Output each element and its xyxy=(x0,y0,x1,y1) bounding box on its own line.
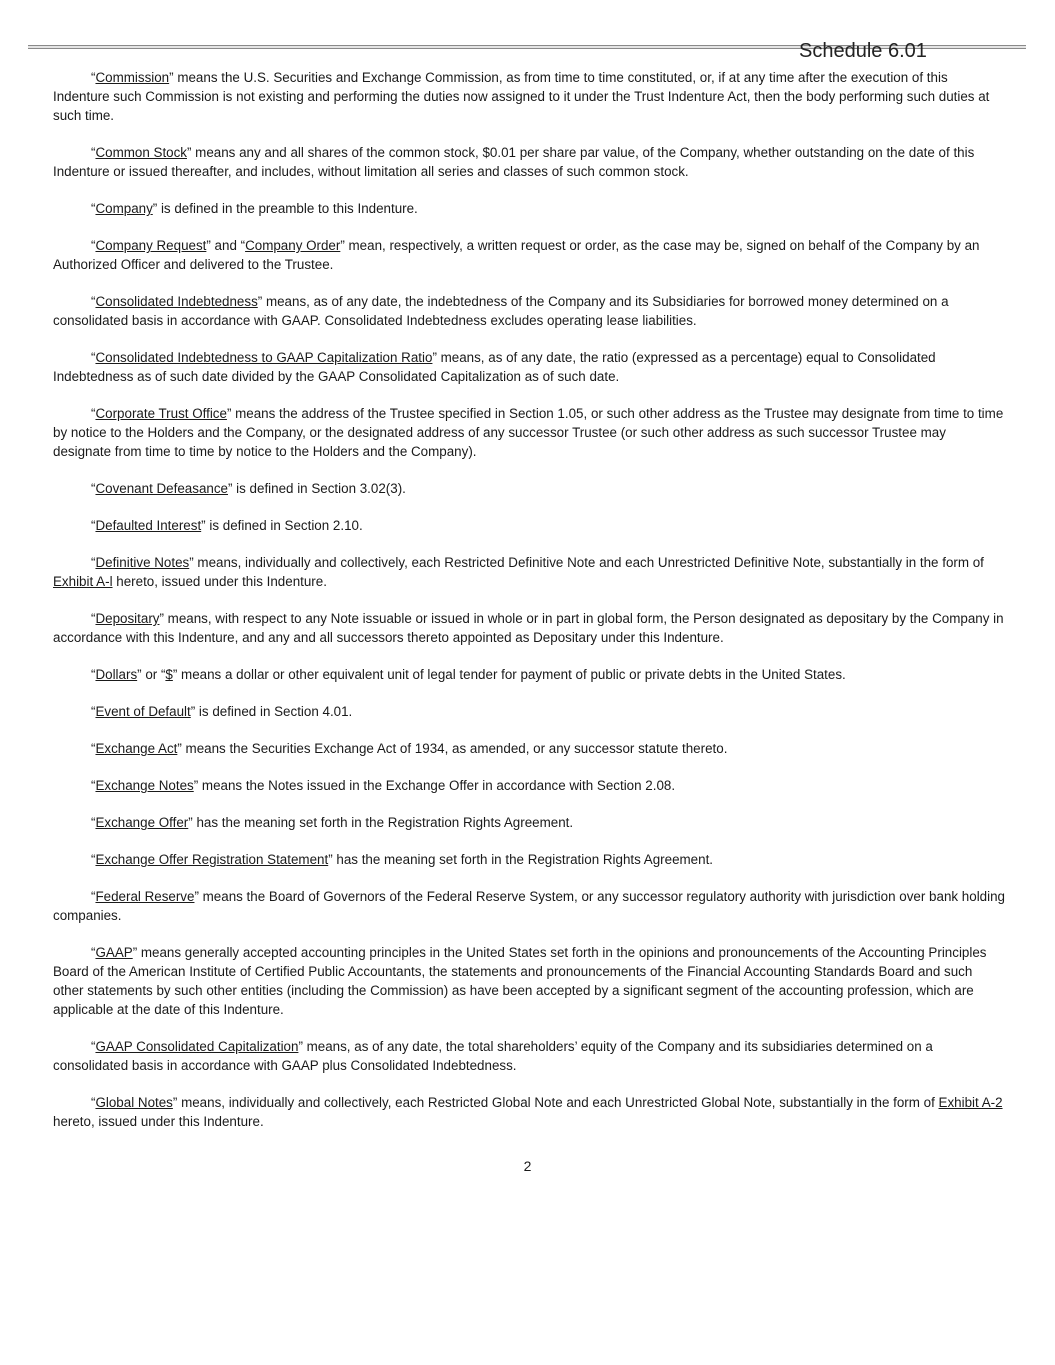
defined-term: Event of Default xyxy=(95,704,191,719)
defined-term: Consolidated Indebtedness xyxy=(95,294,258,309)
definition-dollars: “Dollars” or “$” means a dollar or other equivalent unit of legal tender for payment of public or private debts in the United States. xyxy=(91,667,846,682)
definition-text: ” has the meaning set forth in the Registration Rights Agreement. xyxy=(188,815,574,830)
definition-exchange-offer-registration-statement: “Exchange Offer Registration Statement” has the meaning set forth in the Registration Rights Agreement. xyxy=(91,852,714,867)
definition-text: ” means the Board of Governors of the Federal Reserve System, or any successor regulatory authority with jurisdiction over bank holding companies. xyxy=(53,889,1005,923)
exhibit-reference: Exhibit A-l xyxy=(53,574,113,589)
defined-term: Company Request xyxy=(95,238,207,253)
defined-term: Exchange Act xyxy=(95,741,178,756)
defined-term: Exchange Offer xyxy=(95,815,189,830)
definition-exchange-act: “Exchange Act” means the Securities Exchange Act of 1934, as amended, or any successor statute thereto. xyxy=(91,741,728,756)
definition-text: ” has the meaning set forth in the Registration Rights Agreement. xyxy=(328,852,714,867)
defined-term: Dollars xyxy=(95,667,138,682)
definition-definitive-notes: “Definitive Notes” means, individually and collectively, each Restricted Definitive Note and each Unrestricted Definitive Note, substantially in the form of Exhibit A-l hereto, issued under this Indenture. xyxy=(53,555,984,589)
definition-covenant-defeasance: “Covenant Defeasance” is defined in Section 3.02(3). xyxy=(91,481,406,496)
definition-text: ” is defined in Section 4.01. xyxy=(190,704,353,719)
definition-text: ” means generally accepted accounting principles in the United States set forth in the opinions and pronouncements of the Accounting Principles Board of the American Institute of Certified Public Accountants, the statements and pronouncements of the Financial Accounting Standards Board and such other statements by such other entities (including the Commission) as have been accepted by a significant segment of the accounting profession, which are applicable at the date of this Indenture. xyxy=(53,945,987,1017)
definition-company: “Company” is defined in the preamble to this Indenture. xyxy=(91,201,418,216)
definition-text: ” means, as of any date, the total shareholders’ equity of the Company and its subsidiaries determined on a consolidated basis in accordance with GAAP plus Consolidated Indebtedness. xyxy=(53,1039,933,1073)
definition-text: ” means the U.S. Securities and Exchange Commission, as from time to time constituted, or, if at any time after the execution of this Indenture such Commission is not existing and performing the duties now assigned to it under the Trust Indenture Act, then the body performing such duties at such time. xyxy=(53,70,990,123)
definition-federal-reserve: “Federal Reserve” means the Board of Governors of the Federal Reserve System, or any successor regulatory authority with jurisdiction over bank holding companies. xyxy=(53,889,1005,923)
definition-event-of-default: “Event of Default” is defined in Section 4.01. xyxy=(91,704,353,719)
defined-term: Corporate Trust Office xyxy=(95,406,227,421)
definition-text: ” means, individually and collectively, each Restricted Definitive Note and each Unrestricted Definitive Note, substantially in the form of xyxy=(189,555,984,570)
defined-term: Federal Reserve xyxy=(95,889,195,904)
definition-text: ” mean, respectively, a written request or order, as the case may be, signed on behalf of the Company by an Authorized Officer and delivered to the Trustee. xyxy=(53,238,980,272)
schedule-label: Schedule 6.01 xyxy=(799,40,927,62)
defined-term: Commission xyxy=(95,70,170,85)
defined-term: $ xyxy=(165,667,173,682)
definition-text: ” means any and all shares of the common stock, $0.01 per share par value, of the Company, whether outstanding on the date of this Indenture or issued thereafter, and includes, without limitation all series and classes of such common stock. xyxy=(53,145,975,179)
definition-text: ” means, as of any date, the indebtedness of the Company and its Subsidiaries for borrowed money determined on a consolidated basis in accordance with GAAP. Consolidated Indebtedness excludes operating lease liabilities. xyxy=(53,294,949,328)
definition-depositary: “Depositary” means, with respect to any Note issuable or issued in whole or in part in global form, the Person designated as depositary by the Company in accordance with this Indenture, and any and all successors thereto appointed as Depositary under this Indenture. xyxy=(53,611,1004,645)
definition-text: ” is defined in the preamble to this Indenture. xyxy=(152,201,418,216)
definition-text: ” means, individually and collectively, each Restricted Global Note and each Unrestricted Global Note, substantially in the form of xyxy=(172,1095,939,1110)
definition-text: ” means the Notes issued in the Exchange Offer in accordance with Section 2.08. xyxy=(193,778,676,793)
defined-term: Global Notes xyxy=(95,1095,173,1110)
defined-term: Covenant Defeasance xyxy=(95,481,228,496)
definition-tail: hereto, issued under this Indenture. xyxy=(53,1114,264,1129)
definition-exchange-notes: “Exchange Notes” means the Notes issued in the Exchange Offer in accordance with Section 2.08. xyxy=(91,778,676,793)
defined-term: Depositary xyxy=(95,611,160,626)
definition-gaap-consolidated-capitalization: “GAAP Consolidated Capitalization” means, as of any date, the total shareholders’ equity of the Company and its subsidiaries determined on a consolidated basis in accordance with GAAP plus Consolidated Indebtedness. xyxy=(53,1039,933,1073)
definition-text: ” is defined in Section 2.10. xyxy=(201,518,363,533)
definition-connector: ” and “ xyxy=(206,238,246,253)
definition-common-stock: “Common Stock” means any and all shares of the common stock, $0.01 per share par value, of the Company, whether outstanding on the date of this Indenture or issued thereafter, and includes, without limitation all series and classes of such common stock. xyxy=(53,145,975,179)
exhibit-reference: Exhibit A-2 xyxy=(938,1095,1003,1110)
defined-term: Company Order xyxy=(245,238,341,253)
definition-text: ” means the Securities Exchange Act of 1934, as amended, or any successor statute thereto. xyxy=(177,741,728,756)
definition-global-notes: “Global Notes” means, individually and collectively, each Restricted Global Note and each Unrestricted Global Note, substantially in the form of Exhibit A-2 hereto, issued under this Indenture. xyxy=(53,1095,1003,1129)
defined-term: GAAP xyxy=(95,945,133,960)
defined-term: Company xyxy=(95,201,153,216)
page-number: 2 xyxy=(523,1158,532,1174)
defined-term: Definitive Notes xyxy=(95,555,190,570)
definition-gaap: “GAAP” means generally accepted accounting principles in the United States set forth in the opinions and pronouncements of the Accounting Principles Board of the American Institute of Certified Public Accountants, the statements and pronouncements of the Financial Accounting Standards Board and such other statements by such other entities (including the Commission) as have been accepted by a significant segment of the accounting profession, which are applicable at the date of this Indenture. xyxy=(53,945,987,1017)
definition-capitalization-ratio: “Consolidated Indebtedness to GAAP Capitalization Ratio” means, as of any date, the ratio (expressed as a percentage) equal to Consolidated Indebtedness as of such date divided by the GAAP Consolidated Capitalization as of such date. xyxy=(53,350,936,384)
definition-text: ” means, as of any date, the ratio (expressed as a percentage) equal to Consolidated Indebtedness as of such date divided by the GAAP Consolidated Capitalization as of such date. xyxy=(53,350,936,384)
defined-term: Consolidated Indebtedness to GAAP Capitalization Ratio xyxy=(95,350,433,365)
definition-text: ” is defined in Section 3.02(3). xyxy=(227,481,406,496)
definition-text: ” means a dollar or other equivalent unit of legal tender for payment of public or private debts in the United States. xyxy=(172,667,846,682)
definition-text: ” means, with respect to any Note issuable or issued in whole or in part in global form, the Person designated as depositary by the Company in accordance with this Indenture, and any and all successors thereto appointed as Depositary under this Indenture. xyxy=(53,611,1004,645)
definition-tail: hereto, issued under this Indenture. xyxy=(112,574,327,589)
definition-text: ” means the address of the Trustee specified in Section 1.05, or such other address as the Trustee may designate from time to time by notice to the Holders and the Company, or the designated address of any successor Trustee (or such other address as such successor Trustee may designate from time to time by notice to the Holders and the Company). xyxy=(53,406,1004,459)
definition-defaulted-interest: “Defaulted Interest” is defined in Section 2.10. xyxy=(91,518,363,533)
definition-exchange-offer: “Exchange Offer” has the meaning set forth in the Registration Rights Agreement. xyxy=(91,815,574,830)
defined-term: Exchange Notes xyxy=(95,778,194,793)
defined-term: Exchange Offer Registration Statement xyxy=(95,852,329,867)
defined-term: GAAP Consolidated Capitalization xyxy=(95,1039,299,1054)
defined-term: Common Stock xyxy=(95,145,187,160)
defined-term: Defaulted Interest xyxy=(95,518,202,533)
definition-consolidated-indebtedness: “Consolidated Indebtedness” means, as of any date, the indebtedness of the Company and its Subsidiaries for borrowed money determined on a consolidated basis in accordance with GAAP. Consolidated Indebtedness excludes operating lease liabilities. xyxy=(53,294,949,328)
definitions-body xyxy=(53,68,1005,1149)
definition-company-request: “Company Request” and “Company Order” mean, respectively, a written request or order, as the case may be, signed on behalf of the Company by an Authorized Officer and delivered to the Trustee. xyxy=(53,238,980,272)
definition-commission: “Commission” means the U.S. Securities and Exchange Commission, as from time to time constituted, or, if at any time after the execution of this Indenture such Commission is not existing and performing the duties now assigned to it under the Trust Indenture Act, then the body performing such duties at such time. xyxy=(53,70,990,123)
definition-corporate-trust-office: “Corporate Trust Office” means the address of the Trustee specified in Section 1.05, or such other address as the Trustee may designate from time to time by notice to the Holders and the Company, or the designated address of any successor Trustee (or such other address as such successor Trustee may designate from time to time by notice to the Holders and the Company). xyxy=(53,406,1004,459)
definition-connector: ” or “ xyxy=(137,667,166,682)
